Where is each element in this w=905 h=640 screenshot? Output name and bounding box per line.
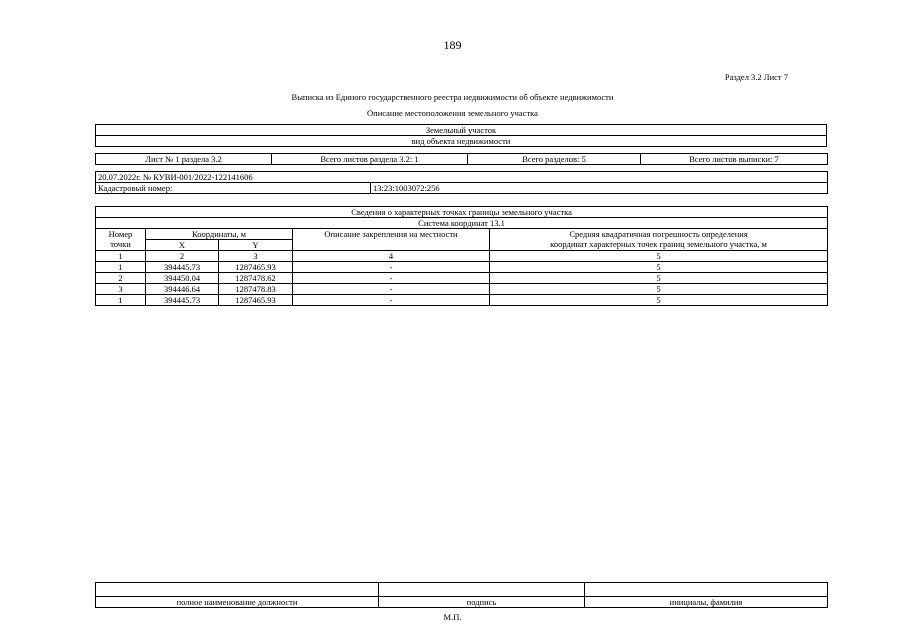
section-label: Раздел 3.2 Лист 7 xyxy=(724,72,788,82)
col-point-number xyxy=(96,229,146,251)
table-row xyxy=(96,273,828,284)
col-error xyxy=(490,229,828,251)
total-section-sheets: Всего листов раздела 3.2: 1 xyxy=(272,154,468,165)
point-description: - xyxy=(293,284,490,295)
boundary-points-table xyxy=(95,206,828,306)
extract-date-number: 20.07.2022г. № КУВИ-001/2022-122141606 xyxy=(96,172,828,183)
sheets-info-table xyxy=(95,153,828,165)
sheet-number: Лист № 1 раздела 3.2 xyxy=(96,154,272,165)
col-description: Описание закрепления на местности xyxy=(293,229,490,251)
point-y: 1287465.93 xyxy=(219,295,293,306)
position-field xyxy=(96,583,379,597)
point-description: - xyxy=(293,262,490,273)
col-index: 2 xyxy=(146,251,219,262)
name-label: инициалы, фамилия xyxy=(585,597,828,608)
col-error-line2: координат характерных точек границ земельного участка, м xyxy=(550,239,767,249)
signature-field xyxy=(379,583,585,597)
point-error: 5 xyxy=(490,295,828,306)
position-label: полное наименование должности xyxy=(96,597,379,608)
stamp-label: М.П. xyxy=(443,612,462,622)
table-row xyxy=(96,262,828,273)
name-field xyxy=(585,583,828,597)
object-type-table xyxy=(95,124,827,147)
col-index: 1 xyxy=(96,251,146,262)
point-number: 1 xyxy=(96,262,146,273)
col-index: 3 xyxy=(219,251,293,262)
point-x: 394445.73 xyxy=(146,295,219,306)
object-type: Земельный участок xyxy=(96,125,827,136)
point-description: - xyxy=(293,273,490,284)
col-y: Y xyxy=(219,240,293,251)
col-point-number-line1: Номер xyxy=(108,229,133,239)
col-x: X xyxy=(146,240,219,251)
object-kind-label: вид объекта недвижимости xyxy=(96,136,827,147)
point-y: 1287478.62 xyxy=(219,273,293,284)
table-row xyxy=(96,295,828,306)
cadastral-label: Кадастровый номер: xyxy=(96,183,371,194)
point-error: 5 xyxy=(490,284,828,295)
col-error-line1: Средняя квадратичная погрешность определения xyxy=(569,229,748,239)
cadastral-number: 13:23:1003072:256 xyxy=(371,183,828,194)
total-sections: Всего разделов: 5 xyxy=(468,154,641,165)
point-number: 3 xyxy=(96,284,146,295)
point-error: 5 xyxy=(490,273,828,284)
point-y: 1287465.93 xyxy=(219,262,293,273)
point-description: - xyxy=(293,295,490,306)
coordinate-system: Система координат 13.1 xyxy=(96,218,828,229)
col-index: 5 xyxy=(490,251,828,262)
page-number: 189 xyxy=(443,38,462,52)
col-point-number-line2: точки xyxy=(110,239,131,249)
point-x: 394446.64 xyxy=(146,284,219,295)
point-number: 2 xyxy=(96,273,146,284)
table-row xyxy=(96,284,828,295)
point-error: 5 xyxy=(490,262,828,273)
signature-label: подпись xyxy=(379,597,585,608)
total-extract-sheets: Всего листов выписки: 7 xyxy=(641,154,828,165)
point-number: 1 xyxy=(96,295,146,306)
column-index-row xyxy=(96,251,828,262)
document-title: Выписка из Единого государственного реестра недвижимости об объекте недвижимости xyxy=(291,92,614,102)
point-x: 394450.04 xyxy=(146,273,219,284)
col-coordinates: Координаты, м xyxy=(146,229,293,240)
point-y: 1287478.83 xyxy=(219,284,293,295)
point-x: 394445.73 xyxy=(146,262,219,273)
document-subtitle: Описание местоположения земельного участка xyxy=(367,108,538,118)
registration-table xyxy=(95,171,828,194)
signature-table xyxy=(95,582,828,608)
points-table-title: Сведения о характерных точках границы земельного участка xyxy=(96,207,828,218)
col-index: 4 xyxy=(293,251,490,262)
